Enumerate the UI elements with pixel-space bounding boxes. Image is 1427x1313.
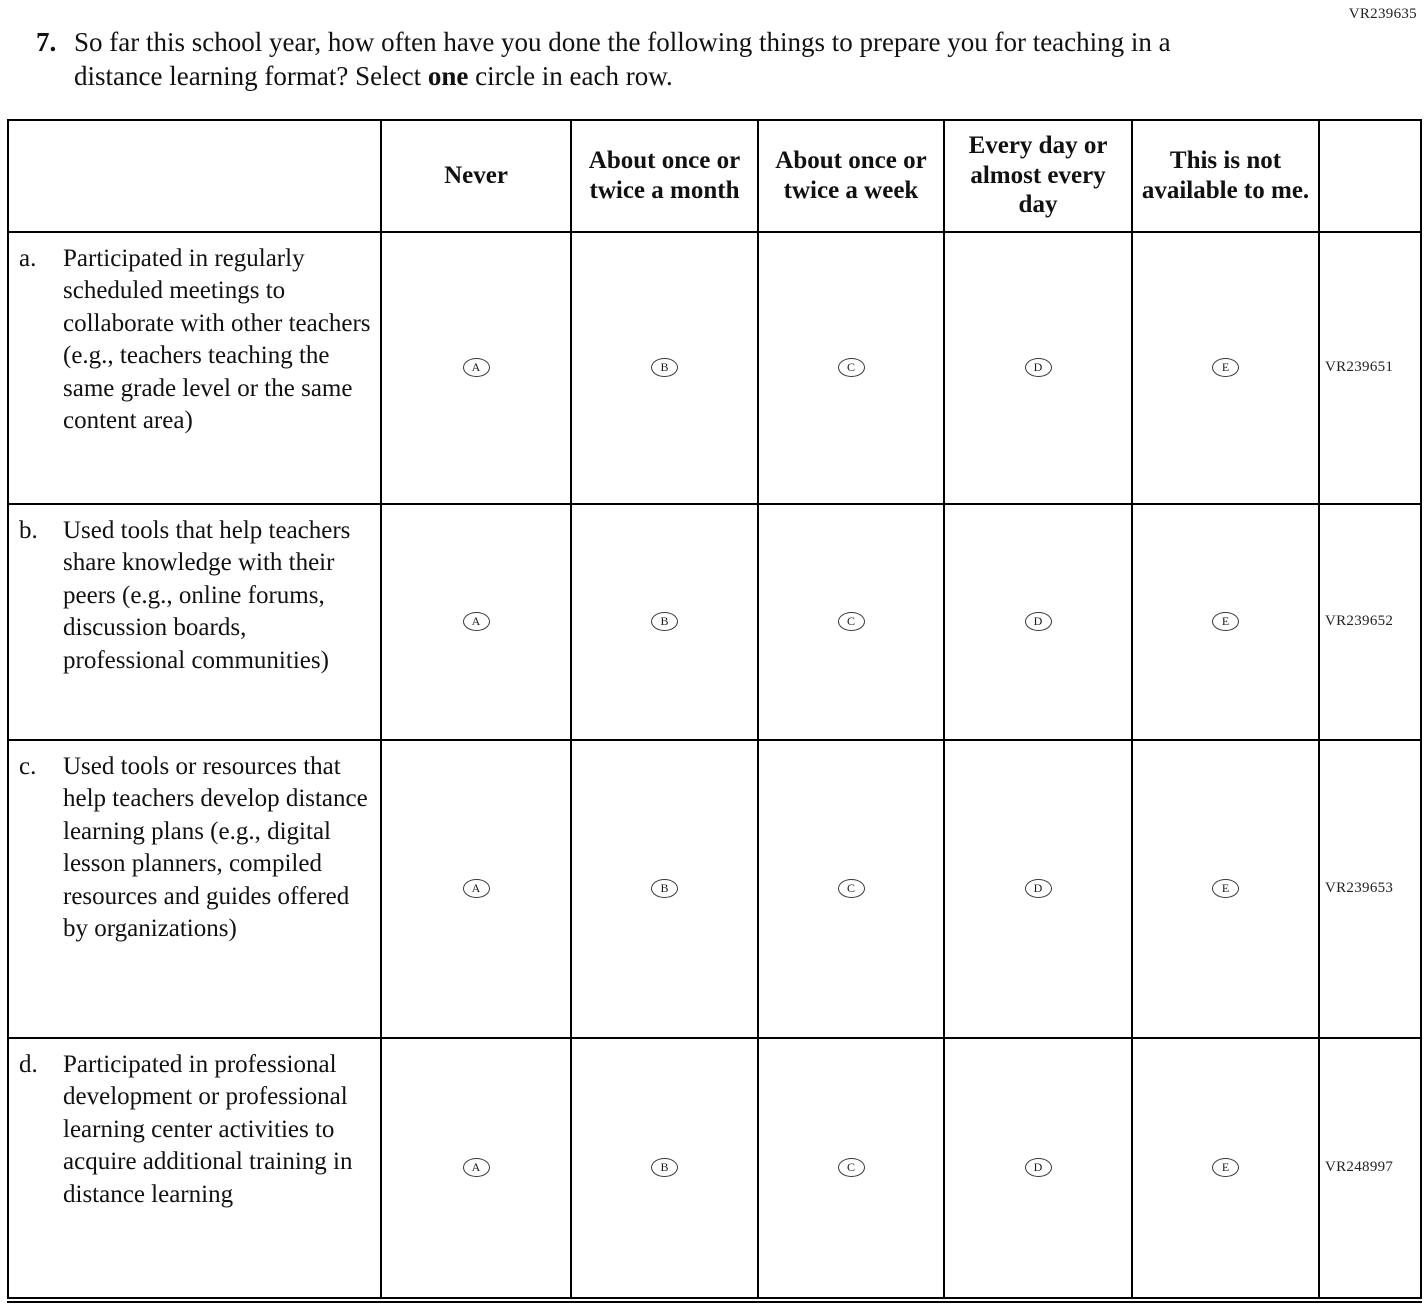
answer-bubble-c[interactable]: C — [838, 879, 865, 898]
option-cell — [381, 232, 571, 504]
item-statement — [8, 740, 381, 1038]
option-cell — [944, 232, 1132, 504]
item-letter: d. — [19, 1050, 38, 1078]
option-cell — [571, 232, 758, 504]
option-cell — [381, 504, 571, 740]
option-cell — [758, 1038, 944, 1300]
option-cell — [571, 740, 758, 1038]
question — [36, 26, 1266, 94]
header-once-twice-month: About once or twice a month — [571, 120, 758, 232]
row-code: VR239651 — [1319, 232, 1421, 504]
answer-bubble-c[interactable]: C — [838, 358, 865, 377]
item-text: Participated in professional development or professional learning center activities to acquire additional training in distance learning — [63, 1050, 353, 1208]
answer-bubble-d[interactable]: D — [1025, 612, 1052, 631]
header-code-blank — [1319, 120, 1421, 232]
answer-bubble-e[interactable]: E — [1212, 1158, 1239, 1177]
option-cell — [944, 740, 1132, 1038]
item-text: Participated in regularly scheduled meetings to collaborate with other teachers (e.g., teachers teaching the same grade level or the same content area) — [63, 244, 371, 434]
answer-bubble-d[interactable]: D — [1025, 358, 1052, 377]
answer-bubble-a[interactable]: A — [463, 1158, 490, 1177]
row-code: VR239652 — [1319, 504, 1421, 740]
row-code: VR248997 — [1319, 1038, 1421, 1300]
question-number: 7. — [36, 27, 57, 57]
item-letter: a. — [19, 244, 37, 272]
answer-bubble-d[interactable]: D — [1025, 1158, 1052, 1177]
item-text: Used tools that help teachers share knowledge with their peers (e.g., online forums, discussion boards, professional communities) — [63, 516, 351, 674]
answer-bubble-b[interactable]: B — [651, 612, 678, 631]
option-cell — [1132, 232, 1319, 504]
answer-bubble-e[interactable]: E — [1212, 612, 1239, 631]
option-cell — [944, 504, 1132, 740]
answer-bubble-b[interactable]: B — [651, 1158, 678, 1177]
answer-bubble-a[interactable]: A — [463, 358, 490, 377]
item-letter: c. — [19, 752, 37, 780]
row-code: VR239653 — [1319, 740, 1421, 1038]
option-cell — [571, 1038, 758, 1300]
answer-bubble-d[interactable]: D — [1025, 879, 1052, 898]
table-row — [8, 1038, 1421, 1300]
table-row — [8, 504, 1421, 740]
option-cell — [1132, 504, 1319, 740]
question-bold-word: one — [427, 60, 469, 91]
question-text-start: So far this school year, how often have you done the following things to prepare you for teaching in a distance learning format? Select — [74, 27, 1171, 91]
option-cell — [571, 504, 758, 740]
item-statement — [8, 232, 381, 504]
question-text-end: circle in each row. — [468, 60, 673, 91]
answer-bubble-b[interactable]: B — [651, 358, 678, 377]
header-never: Never — [381, 120, 571, 232]
option-cell — [758, 740, 944, 1038]
table-row — [8, 740, 1421, 1038]
table-row — [8, 232, 1421, 504]
option-cell — [1132, 740, 1319, 1038]
option-cell — [758, 504, 944, 740]
option-cell — [1132, 1038, 1319, 1300]
option-cell — [381, 740, 571, 1038]
header-every-day: Every day or almost every day — [944, 120, 1132, 232]
item-letter: b. — [19, 516, 38, 544]
header-row — [8, 120, 1421, 232]
answer-bubble-e[interactable]: E — [1212, 358, 1239, 377]
item-statement — [8, 504, 381, 740]
answer-bubble-c[interactable]: C — [838, 1158, 865, 1177]
item-statement — [8, 1038, 381, 1300]
answer-bubble-b[interactable]: B — [651, 879, 678, 898]
option-cell — [758, 232, 944, 504]
answer-bubble-c[interactable]: C — [838, 612, 865, 631]
option-cell — [381, 1038, 571, 1300]
answer-bubble-a[interactable]: A — [463, 612, 490, 631]
response-grid — [7, 119, 1422, 1303]
option-cell — [944, 1038, 1132, 1300]
header-once-twice-week: About once or twice a week — [758, 120, 944, 232]
question-text — [74, 26, 1234, 94]
answer-bubble-a[interactable]: A — [463, 879, 490, 898]
answer-bubble-e[interactable]: E — [1212, 879, 1239, 898]
item-text: Used tools or resources that help teachers develop distance learning plans (e.g., digital lesson planners, compiled resources and guides offered by organizations) — [63, 752, 368, 942]
page-code: VR239635 — [1348, 6, 1417, 22]
header-item-blank — [8, 120, 381, 232]
header-not-available: This is not available to me. — [1132, 120, 1319, 232]
